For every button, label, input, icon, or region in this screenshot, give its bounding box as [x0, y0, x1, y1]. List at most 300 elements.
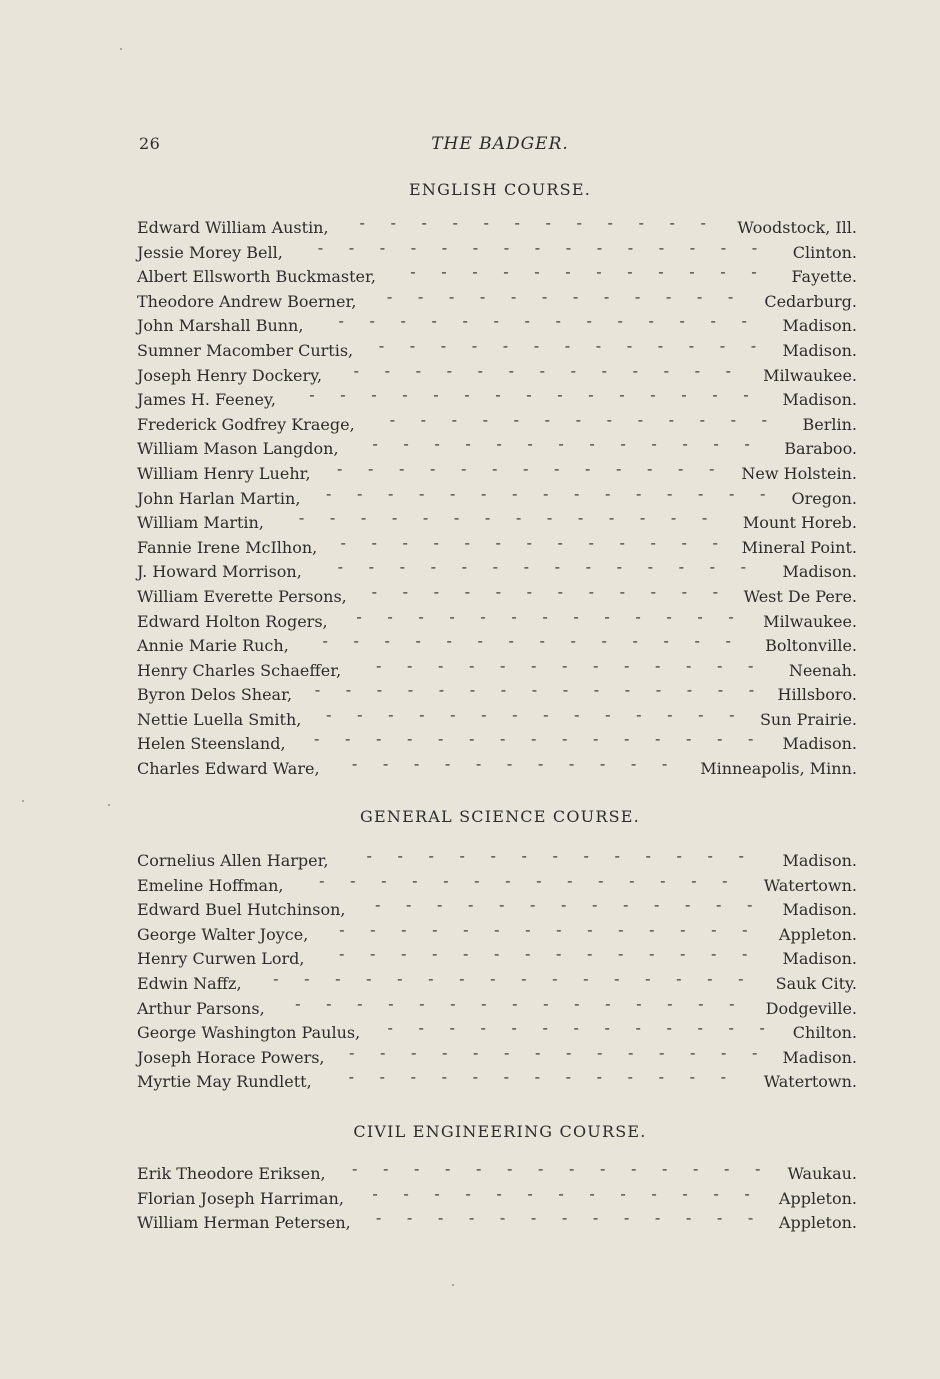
- leader-dash: -: [710, 948, 717, 964]
- dash-leader: [248, 973, 770, 989]
- leader-dash: -: [604, 610, 610, 626]
- leader-dash: -: [709, 462, 715, 478]
- leader-dash: -: [498, 899, 505, 915]
- student-name: Albert Ellsworth Buckmaster,: [137, 267, 376, 287]
- leader-dash: -: [759, 1022, 765, 1038]
- leader-dash: -: [329, 512, 336, 528]
- leader-dash: -: [645, 972, 651, 988]
- leader-dash: -: [434, 438, 440, 454]
- leader-dash: -: [430, 561, 437, 577]
- hometown: Madison.: [782, 340, 857, 360]
- leader-dash: -: [670, 512, 677, 528]
- leader-dash: -: [588, 389, 594, 405]
- leader-dash: -: [492, 462, 498, 478]
- leader-dash: -: [556, 923, 562, 939]
- leader-dash: -: [604, 487, 611, 503]
- leader-dash: -: [388, 708, 394, 724]
- leader-dash: -: [743, 389, 749, 405]
- leader-dash: -: [512, 997, 518, 1013]
- hometown: Oregon.: [791, 488, 857, 508]
- hometown: Sauk City.: [775, 973, 857, 993]
- leader-dash: -: [418, 1022, 424, 1038]
- dash-leader: [350, 1188, 773, 1204]
- leader-dash: -: [666, 487, 673, 503]
- leader-dash: -: [382, 758, 389, 774]
- leader-dash: -: [484, 512, 491, 528]
- leader-dash: -: [397, 850, 403, 865]
- list-item: [137, 997, 857, 1022]
- leader-dash: -: [700, 217, 706, 232]
- leader-dash: -: [567, 874, 573, 890]
- leader-dash: -: [725, 635, 731, 651]
- leader-dash: -: [741, 315, 747, 331]
- leader-dash: -: [634, 290, 641, 306]
- leader-dash: -: [568, 758, 575, 774]
- leader-dash: -: [619, 585, 626, 601]
- section-heading-english: ENGLISH COURSE.: [408, 180, 592, 199]
- leader-dash: -: [326, 997, 332, 1013]
- leader-dash: -: [504, 1046, 510, 1062]
- student-name: J. Howard Morrison,: [137, 562, 302, 582]
- dash-leader: [326, 758, 695, 774]
- list-item: [137, 757, 857, 782]
- leader-dash: -: [298, 512, 305, 528]
- leader-dash: -: [690, 1046, 696, 1062]
- student-name: William Everette Persons,: [137, 586, 347, 606]
- leader-dash: -: [474, 874, 480, 890]
- leader-dash: -: [647, 561, 654, 577]
- leader-dash: -: [676, 850, 682, 865]
- leader-dash: -: [309, 389, 315, 405]
- leader-dash: -: [351, 758, 358, 774]
- leader-dash: -: [544, 413, 550, 429]
- leader-dash: -: [591, 899, 598, 915]
- leader-dash: -: [748, 659, 754, 675]
- hometown: Waukau.: [787, 1164, 857, 1183]
- leader-dash: -: [409, 339, 416, 355]
- leader-dash: -: [523, 462, 529, 478]
- leader-dash: -: [375, 1212, 382, 1228]
- leader-dash: -: [648, 315, 654, 331]
- leader-dash: -: [345, 684, 352, 700]
- leader-dash: -: [495, 389, 501, 405]
- leader-dash: -: [564, 339, 571, 355]
- dash-leader: [335, 850, 777, 866]
- leader-dash: -: [431, 315, 437, 331]
- list-item: [137, 487, 857, 512]
- leader-dash: -: [400, 948, 407, 964]
- leader-dash: -: [752, 1046, 758, 1062]
- leader-dash: -: [434, 1187, 440, 1203]
- hometown: Madison.: [782, 1047, 857, 1067]
- leader-dash: -: [746, 899, 753, 915]
- leader-dash: -: [684, 899, 691, 915]
- dash-leader: [289, 242, 787, 258]
- leader-dash: -: [711, 923, 717, 939]
- leader-dash: -: [406, 1212, 413, 1228]
- leader-dash: -: [369, 315, 375, 331]
- leader-dash: -: [600, 1163, 606, 1178]
- leader-dash: -: [693, 1163, 699, 1178]
- leader-dash: -: [469, 733, 475, 749]
- leader-dash: -: [337, 561, 344, 577]
- english-course-list: [137, 216, 857, 782]
- leader-dash: -: [715, 899, 722, 915]
- leader-dash: -: [503, 241, 510, 257]
- hometown: Watertown.: [763, 875, 857, 895]
- leader-dash: -: [513, 413, 519, 429]
- leader-dash: -: [481, 708, 487, 724]
- leader-dash: -: [417, 290, 424, 306]
- leader-dash: -: [650, 585, 657, 601]
- leader-dash: -: [468, 1212, 475, 1228]
- leader-dash: -: [632, 635, 638, 651]
- leader-dash: -: [647, 462, 653, 478]
- leader-dash: -: [751, 266, 757, 282]
- student-name: William Mason Langdon,: [137, 439, 339, 459]
- leader-dash: -: [618, 923, 624, 939]
- list-item: [137, 732, 857, 757]
- leader-dash: -: [665, 290, 672, 306]
- leader-dash: -: [436, 899, 443, 915]
- dash-leader: [289, 875, 757, 891]
- leader-dash: -: [402, 389, 408, 405]
- leader-dash: -: [461, 561, 468, 577]
- leader-dash: -: [597, 1046, 603, 1062]
- leader-dash: -: [380, 1046, 386, 1062]
- hometown: Neenah.: [788, 660, 857, 680]
- leader-dash: -: [570, 364, 577, 380]
- dash-leader: [282, 389, 777, 405]
- leader-dash: -: [345, 733, 351, 749]
- leader-dash: -: [557, 536, 563, 552]
- leader-dash: -: [390, 217, 396, 232]
- leader-dash: -: [645, 850, 651, 865]
- leader-dash: -: [689, 1071, 696, 1087]
- leader-dash: -: [552, 850, 558, 865]
- leader-dash: -: [521, 850, 527, 865]
- dash-leader: [270, 512, 737, 528]
- leader-dash: -: [534, 241, 541, 257]
- leader-dash: -: [525, 923, 531, 939]
- leader-dash: -: [635, 1022, 641, 1038]
- leader-dash: -: [605, 997, 611, 1013]
- leader-dash: -: [630, 758, 637, 774]
- leader-dash: -: [657, 339, 664, 355]
- leader-dash: -: [340, 389, 346, 405]
- leader-dash: -: [410, 266, 416, 282]
- leader-dash: -: [338, 948, 345, 964]
- leader-dash: -: [366, 972, 372, 988]
- leader-dash: -: [761, 413, 767, 429]
- list-item: [137, 947, 857, 972]
- leader-dash: -: [669, 217, 675, 232]
- student-name: Myrtie May Rundlett,: [137, 1072, 312, 1092]
- leader-dash: -: [729, 708, 735, 724]
- leader-dash: -: [569, 1163, 575, 1178]
- student-name: John Marshall Bunn,: [137, 316, 304, 336]
- leader-dash: -: [631, 1163, 637, 1178]
- leader-dash: -: [419, 997, 425, 1013]
- leader-dash: -: [720, 266, 726, 282]
- leader-dash: -: [560, 899, 567, 915]
- leader-dash: -: [601, 364, 608, 380]
- list-item: [137, 536, 857, 561]
- leader-dash: -: [317, 241, 324, 257]
- dash-leader: [331, 1047, 777, 1063]
- leader-dash: -: [717, 684, 724, 700]
- leader-dash: -: [663, 364, 670, 380]
- leader-dash: -: [666, 1022, 672, 1038]
- leader-dash: -: [414, 1163, 420, 1178]
- list-item: [137, 388, 857, 413]
- leader-dash: -: [356, 610, 362, 626]
- leader-dash: -: [371, 536, 377, 552]
- hometown: Madison.: [782, 734, 857, 754]
- leader-dash: -: [542, 610, 548, 626]
- leader-dash: -: [554, 561, 561, 577]
- leader-dash: -: [639, 512, 646, 528]
- leader-dash: -: [570, 635, 576, 651]
- student-name: William Martin,: [137, 513, 264, 533]
- leader-dash: -: [623, 1212, 630, 1228]
- student-name: Henry Curwen Lord,: [137, 949, 305, 969]
- student-name: Emeline Hoffman,: [137, 875, 284, 895]
- leader-dash: -: [340, 536, 346, 552]
- leader-dash: -: [413, 758, 420, 774]
- hometown: Minneapolis, Minn.: [700, 759, 857, 779]
- leader-dash: -: [391, 512, 398, 528]
- student-name: Sumner Macomber Curtis,: [137, 340, 354, 360]
- leader-dash: -: [562, 684, 569, 700]
- leader-dash: -: [496, 438, 502, 454]
- leader-dash: -: [698, 708, 704, 724]
- leader-dash: -: [596, 241, 603, 257]
- list-item: [137, 462, 857, 487]
- list-item: [137, 1070, 857, 1095]
- leader-dash: -: [539, 364, 546, 380]
- leader-dash: -: [467, 899, 474, 915]
- leader-dash: -: [557, 389, 563, 405]
- leader-dash: -: [433, 536, 439, 552]
- leader-dash: -: [381, 874, 387, 890]
- leader-dash: -: [596, 1071, 603, 1087]
- leader-dash: -: [637, 413, 643, 429]
- leader-dash: -: [403, 1187, 409, 1203]
- leader-dash: -: [534, 1071, 541, 1087]
- hometown: Madison.: [782, 949, 857, 969]
- leader-dash: -: [473, 1046, 479, 1062]
- leader-dash: -: [589, 438, 595, 454]
- leader-dash: -: [573, 1022, 579, 1038]
- leader-dash: -: [511, 487, 518, 503]
- leader-dash: -: [418, 487, 425, 503]
- leader-dash: -: [448, 290, 455, 306]
- leader-dash: -: [608, 512, 615, 528]
- leader-dash: -: [515, 512, 522, 528]
- leader-dash: -: [636, 708, 642, 724]
- leader-dash: -: [402, 585, 409, 601]
- leader-dash: -: [445, 1163, 451, 1178]
- leader-dash: -: [681, 536, 687, 552]
- leader-dash: -: [437, 1212, 444, 1228]
- leader-dash: -: [607, 217, 613, 232]
- list-item: [137, 708, 857, 733]
- leader-dash: -: [697, 1022, 703, 1038]
- dash-leader: [309, 315, 776, 331]
- leader-dash: -: [728, 487, 735, 503]
- student-name: William Herman Petersen,: [137, 1213, 351, 1233]
- student-name: Frederick Godfrey Kraege,: [137, 414, 355, 434]
- list-item: [137, 874, 857, 899]
- leader-dash: -: [659, 1046, 665, 1062]
- leader-dash: -: [722, 874, 728, 890]
- leader-dash: -: [648, 948, 655, 964]
- leader-dash: -: [422, 512, 429, 528]
- civil-engineering-course-list: [137, 1162, 857, 1236]
- leader-dash: -: [379, 241, 386, 257]
- leader-dash: -: [446, 364, 453, 380]
- leader-dash: -: [428, 850, 434, 865]
- leader-dash: -: [658, 266, 664, 282]
- leader-dash: -: [479, 290, 486, 306]
- leader-dash: -: [572, 290, 579, 306]
- leader-dash: -: [719, 339, 726, 355]
- list-item: [137, 972, 857, 997]
- leader-dash: -: [725, 364, 732, 380]
- leader-dash: -: [400, 315, 406, 331]
- leader-dash: -: [598, 874, 604, 890]
- leader-dash: -: [729, 997, 735, 1013]
- paper-speck: [120, 48, 122, 50]
- hometown: Madison.: [782, 900, 857, 920]
- leader-dash: -: [691, 874, 697, 890]
- leader-dash: -: [542, 487, 549, 503]
- dash-leader: [307, 709, 754, 725]
- leader-dash: -: [438, 733, 444, 749]
- list-item: [137, 413, 857, 438]
- leader-dash: -: [462, 948, 469, 964]
- leader-dash: -: [338, 315, 344, 331]
- leader-dash: -: [493, 948, 500, 964]
- leader-dash: -: [512, 708, 518, 724]
- leader-dash: -: [477, 635, 483, 651]
- hometown: Boltonville.: [765, 636, 857, 656]
- leader-dash: -: [481, 997, 487, 1013]
- leader-dash: -: [587, 923, 593, 939]
- leader-dash: -: [552, 972, 558, 988]
- hometown: Madison.: [782, 851, 857, 870]
- leader-dash: -: [503, 266, 509, 282]
- leader-dash: -: [505, 874, 511, 890]
- leader-dash: -: [688, 339, 695, 355]
- leader-dash: -: [685, 1212, 692, 1228]
- leader-dash: -: [441, 241, 448, 257]
- leader-dash: -: [526, 389, 532, 405]
- leader-dash: -: [755, 1163, 761, 1178]
- leader-dash: -: [304, 972, 310, 988]
- leader-dash: -: [759, 487, 766, 503]
- hometown: New Holstein.: [741, 463, 857, 483]
- leader-dash: -: [554, 462, 560, 478]
- leader-dash: -: [624, 659, 630, 675]
- leader-dash: -: [526, 536, 532, 552]
- leader-dash: -: [697, 487, 704, 503]
- student-name: Fannie Irene McIlhon,: [137, 537, 318, 557]
- running-title: THE BADGER.: [431, 134, 569, 154]
- leader-dash: -: [502, 339, 509, 355]
- leader-dash: -: [680, 923, 686, 939]
- student-name: Jessie Morey Bell,: [137, 242, 283, 262]
- hometown: Madison.: [782, 316, 857, 336]
- leader-dash: -: [449, 1022, 455, 1038]
- leader-dash: -: [464, 585, 471, 601]
- leader-dash: -: [555, 315, 561, 331]
- hometown: Hillsboro.: [777, 685, 857, 705]
- leader-dash: -: [617, 948, 624, 964]
- leader-dash: -: [635, 610, 641, 626]
- leader-dash: -: [449, 610, 455, 626]
- leader-dash: -: [376, 684, 383, 700]
- leader-dash: -: [595, 339, 602, 355]
- leader-dash: -: [632, 364, 639, 380]
- leader-dash: -: [713, 438, 719, 454]
- dash-leader: [310, 948, 776, 964]
- leader-dash: -: [689, 241, 696, 257]
- leader-dash: -: [751, 241, 758, 257]
- leader-dash: -: [511, 1022, 517, 1038]
- dash-leader: [362, 291, 758, 307]
- list-item: [137, 683, 857, 708]
- hometown: Sun Prairie.: [759, 709, 857, 729]
- leader-dash: -: [721, 1046, 727, 1062]
- leader-dash: -: [627, 266, 633, 282]
- leader-dash: -: [709, 561, 716, 577]
- leader-dash: -: [433, 389, 439, 405]
- paper-speck: [22, 800, 24, 802]
- leader-dash: -: [472, 266, 478, 282]
- leader-dash: -: [747, 1212, 754, 1228]
- leader-dash: -: [655, 684, 662, 700]
- leader-dash: -: [459, 972, 465, 988]
- leader-dash: -: [529, 899, 536, 915]
- leader-dash: -: [371, 389, 377, 405]
- student-name: Annie Marie Ruch,: [137, 636, 289, 656]
- dash-leader: [317, 463, 736, 479]
- list-item: [137, 290, 857, 315]
- leader-dash: -: [707, 972, 713, 988]
- leader-dash: -: [500, 684, 507, 700]
- leader-dash: -: [701, 512, 708, 528]
- leader-dash: -: [438, 684, 445, 700]
- leader-dash: -: [539, 635, 545, 651]
- section-heading-civil-engineering: CIVIL ENGINEERING COURSE.: [353, 1122, 647, 1141]
- student-name: Edward Holton Rogers,: [137, 611, 328, 631]
- leader-dash: -: [583, 850, 589, 865]
- leader-dash: -: [428, 972, 434, 988]
- leader-dash: -: [585, 561, 592, 577]
- leader-dash: -: [335, 972, 341, 988]
- leader-dash: -: [679, 948, 686, 964]
- leader-dash: -: [444, 758, 451, 774]
- leader-dash: -: [686, 684, 693, 700]
- leader-dash: -: [353, 635, 359, 651]
- leader-dash: -: [533, 339, 540, 355]
- leader-dash: -: [411, 1046, 417, 1062]
- leader-dash: -: [565, 241, 572, 257]
- leader-dash: -: [314, 733, 320, 749]
- student-name: George Walter Joyce,: [137, 924, 309, 944]
